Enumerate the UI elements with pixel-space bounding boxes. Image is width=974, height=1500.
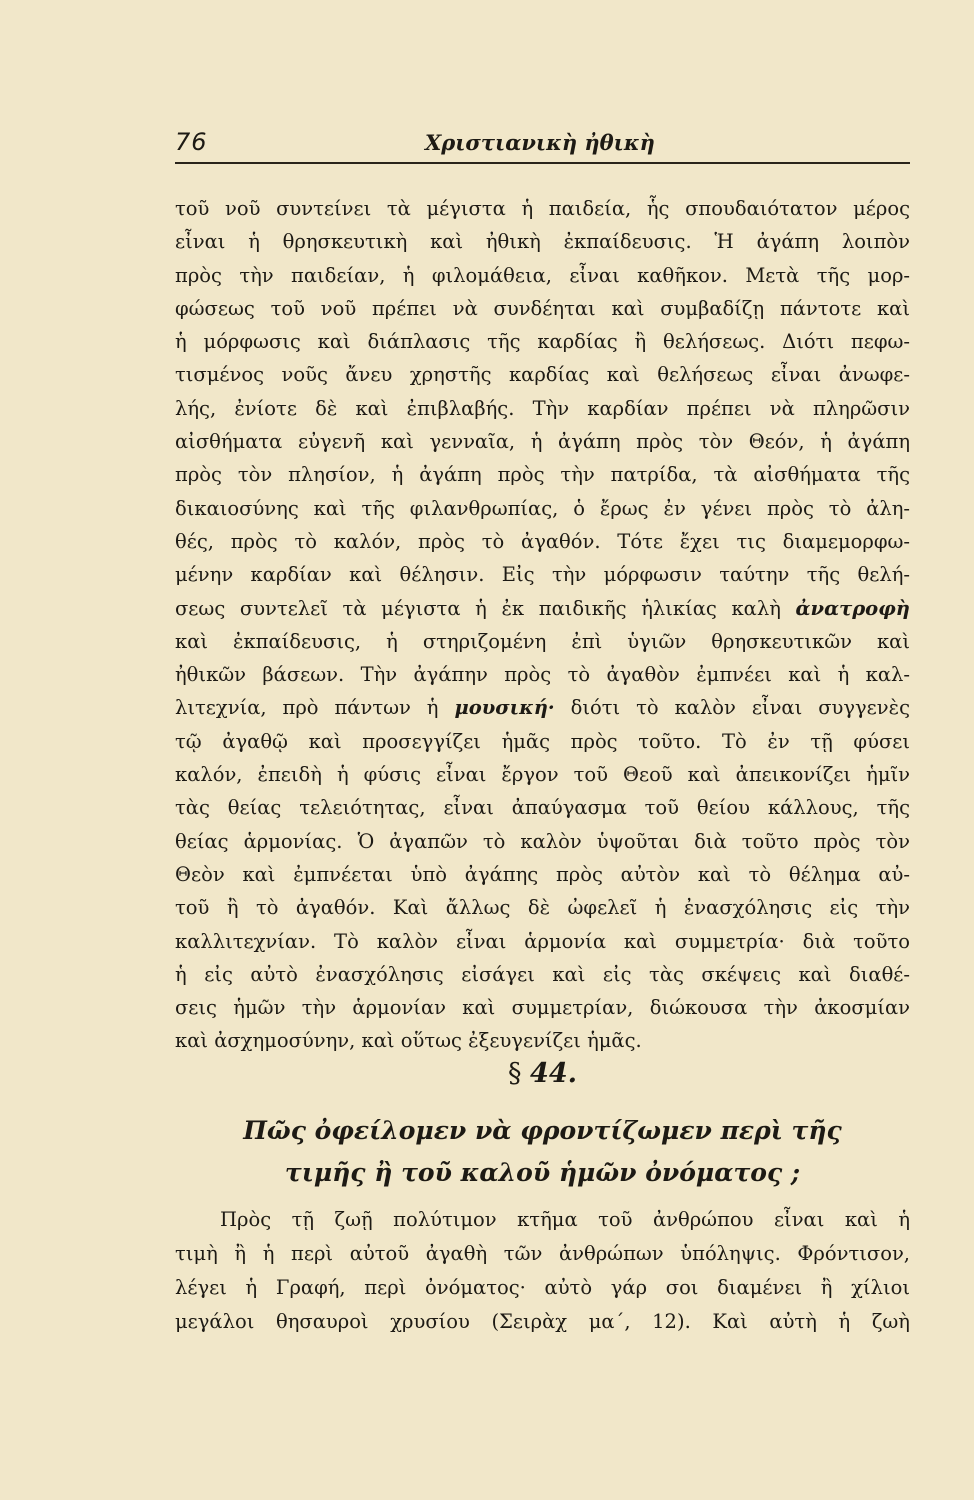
text-line: τοῦ ἢ τὸ ἀγαθόν. Καὶ ἄλλως δὲ ὠφελεῖ ἡ ἐνασχόλησις εἰς τὴν [175, 896, 910, 920]
text-line: ἡ μόρφωσις καὶ διάπλασις τῆς καρδίας ἢ θελήσεως. Διότι πεφω- [175, 330, 910, 354]
emphasis-word: μουσική· [454, 696, 555, 720]
text-line: Πρὸς τῇ ζωῇ πολύτιμον κτῆμα τοῦ ἀνθρώπου εἶναι καὶ ἡ [220, 1208, 910, 1231]
section-number [175, 1058, 910, 1089]
text-line: φώσεως τοῦ νοῦ πρέπει νὰ συνδέηται καὶ συμβαδίζῃ πάντοτε καὶ [175, 296, 910, 320]
text-line: καλλιτεχνίαν. Τὸ καλὸν εἶναι ἁρμονία καὶ συμμετρία· διὰ τοῦτο [175, 929, 910, 953]
text-line: τοῦ νοῦ συντείνει τὰ μέγιστα ἡ παιδεία, ἧς σπουδαιότατον μέρος [175, 197, 910, 220]
text-line: τισμένος νοῦς ἄνευ χρηστῆς καρδίας καὶ θελήσεως εἶναι ἀνωφε- [175, 363, 910, 387]
text-span: σεως συντελεῖ τὰ μέγιστα ἡ ἐκ παιδικῆς ἡλικίας καλὴ [175, 596, 781, 620]
heading-line: Πῶς ὀφείλομεν νὰ φροντίζωμεν περὶ τῆς [243, 1116, 842, 1145]
section-sign: § [507, 1058, 522, 1089]
text-line: πρὸς τὸν πλησίον, ἡ ἀγάπη πρὸς τὴν πατρίδα, τὰ αἰσθήματα τῆς [175, 463, 910, 487]
page-number: 76 [175, 128, 208, 156]
text-line [175, 691, 910, 724]
section-43-text [175, 192, 910, 1058]
text-line: λέγει ἡ Γραφή, περὶ ὀνόματος· αὐτὸ γάρ σοι διαμένει ἢ χίλιοι [175, 1276, 910, 1299]
text-line: λής, ἐνίοτε δὲ καὶ ἐπιβλαβής. Τὴν καρδίαν πρέπει νὰ πληρῶσιν [175, 396, 910, 420]
text-line: καὶ ἀσχημοσύνην, καὶ οὕτως ἐξευγενίζει ἡμᾶς. [175, 1029, 642, 1053]
heading-line: τιμῆς ἢ τοῦ καλοῦ ἡμῶν ὀνόματος ; [284, 1158, 801, 1187]
text-line: εἶναι ἡ θρησκευτικὴ καὶ ἠθικὴ ἐκπαίδευσις. Ἡ ἀγάπη λοιπὸν [175, 230, 910, 254]
text-line: τιμὴ ἢ ἡ περὶ αὐτοῦ ἀγαθὴ τῶν ἀνθρώπων ὑπόληψις. Φρόντισον, [175, 1242, 910, 1265]
text-line: αἰσθήματα εὐγενῆ καὶ γενναῖα, ἡ ἀγάπη πρὸς τὸν Θεόν, ἡ ἀγάπη [175, 430, 910, 454]
text-line [175, 592, 910, 625]
text-line: τῷ ἀγαθῷ καὶ προσεγγίζει ἡμᾶς πρὸς τοῦτο. Τὸ ἐν τῇ φύσει [175, 729, 910, 753]
text-line: ἡ εἰς αὐτὸ ἐνασχόλησις εἰσάγει καὶ εἰς τὰς σκέψεις καὶ διαθέ- [175, 962, 910, 986]
text-line: καὶ ἐκπαίδευσις, ἡ στηριζομένη ἐπὶ ὑγιῶν θρησκευτικῶν καὶ [175, 629, 910, 653]
text-line: Θεὸν καὶ ἐμπνέεται ὑπὸ ἀγάπης πρὸς αὐτὸν καὶ τὸ θέλημα αὐ- [175, 862, 910, 886]
emphasis-word: ἀνατροφὴ [795, 596, 910, 620]
text-line: καλόν, ἐπειδὴ ἡ φύσις εἶναι ἔργον τοῦ Θεοῦ καὶ ἀπεικονίζει ἡμῖν [175, 763, 910, 787]
section-heading [175, 1110, 910, 1194]
text-line: θές, πρὸς τὸ καλόν, πρὸς τὸ ἀγαθόν. Τότε ἔχει τις διαμεμορφω- [175, 529, 910, 553]
header-rule [175, 162, 910, 164]
running-title: Χριστιανικὴ ἠθικὴ [425, 130, 655, 155]
section-44-text [175, 1203, 910, 1339]
section-number-value: 44. [530, 1058, 578, 1089]
text-span: λιτεχνία, πρὸ πάντων ἡ [175, 696, 439, 720]
text-line: θείας ἁρμονίας. Ὁ ἀγαπῶν τὸ καλὸν ὑψοῦται διὰ τοῦτο πρὸς τὸν [175, 829, 910, 853]
running-head [175, 128, 910, 162]
text-line: δικαιοσύνης καὶ τῆς φιλανθρωπίας, ὁ ἔρως ἐν γένει πρὸς τὸ ἀλη- [175, 496, 910, 520]
text-line: μένην καρδίαν καὶ θέλησιν. Εἰς τὴν μόρφωσιν ταύτην τῆς θελή- [175, 563, 910, 587]
text-line: πρὸς τὴν παιδείαν, ἡ φιλομάθεια, εἶναι καθῆκον. Μετὰ τῆς μορ- [175, 263, 910, 287]
text-span: διότι τὸ καλὸν εἶναι συγγενὲς [554, 696, 911, 720]
text-line: σεις ἡμῶν τὴν ἁρμονίαν καὶ συμμετρίαν, διώκουσα τὴν ἀκοσμίαν [175, 996, 910, 1020]
text-line: τὰς θείας τελειότητας, εἶναι ἀπαύγασμα τοῦ θείου κάλλους, τῆς [175, 796, 910, 820]
text-line: ἠθικῶν βάσεων. Τὴν ἀγάπην πρὸς τὸ ἀγαθὸν ἐμπνέει καὶ ἡ καλ- [175, 663, 910, 687]
text-line: μεγάλοι θησαυροὶ χρυσίου (Σειρὰχ μα΄, 12). Καὶ αὐτὴ ἡ ζωὴ [175, 1310, 910, 1333]
